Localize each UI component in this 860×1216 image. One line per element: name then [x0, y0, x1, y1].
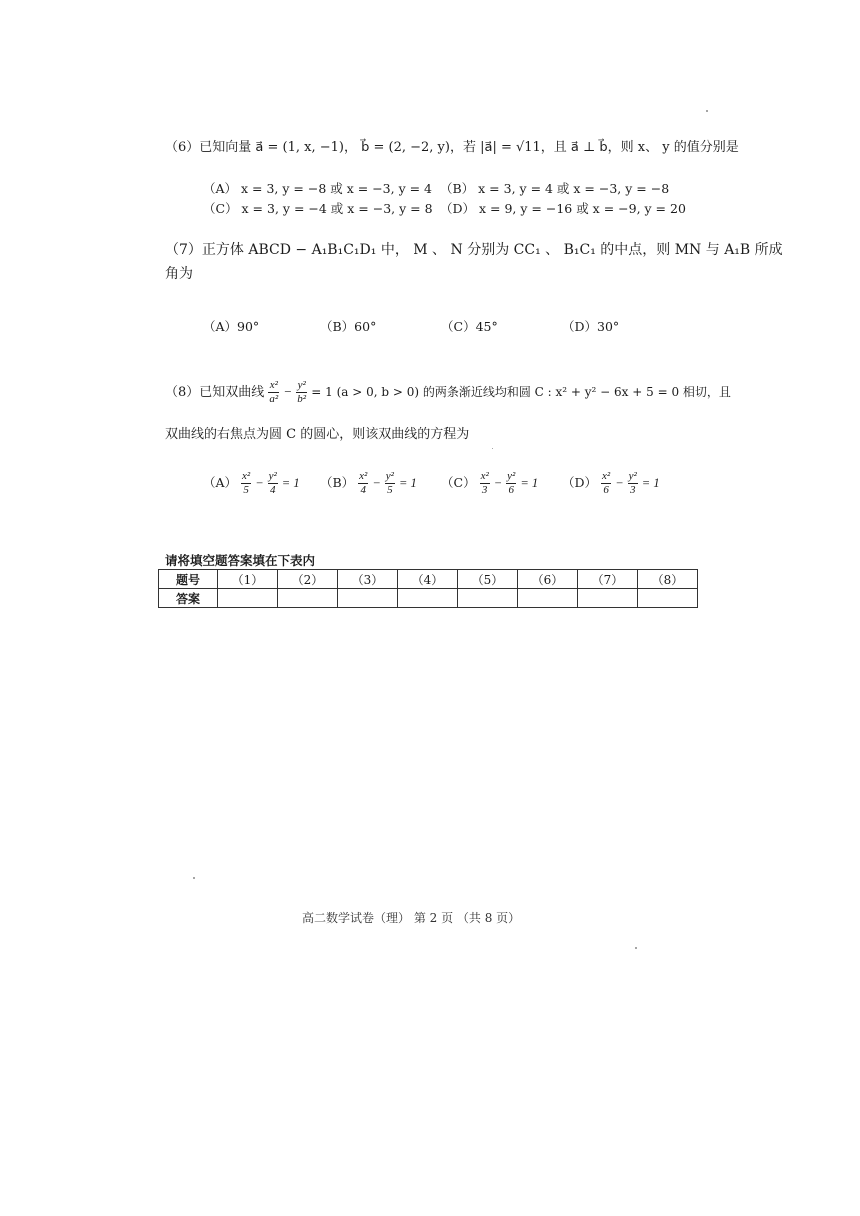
- q8-option-b: （B） $\frac{\text{x²}}{4}$ − $\frac{\text{y²}}{5}$ = 1: [320, 470, 417, 496]
- answer-table-col-8: （8）: [638, 570, 698, 589]
- answer-table-instruction: 请将填空题答案填在下表内: [165, 553, 316, 568]
- q8-option-a: （A） $\frac{\text{x²}}{5}$ − $\frac{\text{y²}}{4}$ = 1: [203, 470, 300, 496]
- q6-option-d: （D） x = 9, y = −16 或 x = −9, y = 20: [440, 201, 686, 216]
- scan-speck: [492, 448, 493, 449]
- q8-condition: = 1 (a > 0, b > 0) 的两条渐近线均和圆 C : x² + y² − 6x + 5 = 0 相切，且: [311, 385, 731, 399]
- answer-cell-8[interactable]: [638, 589, 698, 608]
- answer-table-header-row: [159, 570, 698, 589]
- answer-cell-6[interactable]: [518, 589, 578, 608]
- answer-table-col-7: （7）: [578, 570, 638, 589]
- answer-table-col-4: （4）: [398, 570, 458, 589]
- q8-y-fraction: $\frac{\text{y²}}{\text{b²}}$: [297, 379, 307, 405]
- answer-table-col-5: （5）: [458, 570, 518, 589]
- page-footer: 高二数学试卷（理） 第 2 页 （共 8 页）: [302, 911, 521, 925]
- q6-option-c: （C） x = 3, y = −4 或 x = −3, y = 8: [203, 201, 433, 216]
- answer-table-col-3: （3）: [338, 570, 398, 589]
- answer-table-answer-row: [159, 589, 698, 608]
- q7-option-c: （C）45°: [441, 319, 498, 334]
- q6-option-b: （B） x = 3, y = 4 或 x = −3, y = −8: [440, 181, 670, 196]
- q7-stem-line1: （7）正方体 ABCD − A₁B₁C₁D₁ 中， M 、 N 分别为 CC₁ 、 B₁C₁ 的中点，则 MN 与 A₁B 所成: [165, 242, 783, 258]
- answer-table-row2-label: 答案: [159, 589, 218, 608]
- q8-prefix: （8）已知双曲线: [165, 385, 265, 400]
- scan-speck: [706, 110, 708, 112]
- q6-stem: （6）已知向量 a⃗ = (1, x, −1)， b⃗ = (2, −2, y)，若 |a⃗| = √11，且 a⃗ ⊥ b⃗，则 x、 y 的值分别是: [165, 140, 739, 155]
- q8-stem-line1: （8）已知双曲线 $\frac{\text{x²}}{\text{a²}}$ − $\frac{\text{y²}}{\text{b²}}$ = 1 (a > 0, b > 0) 的两条渐近线均和圆 C : x² + y² − 6x + 5 = 0 相切，且: [165, 379, 731, 405]
- answer-table-row1-label: 题号: [159, 570, 218, 589]
- q7-option-b: （B）60°: [320, 319, 377, 334]
- answer-cell-2[interactable]: [278, 589, 338, 608]
- answer-table-col-6: （6）: [518, 570, 578, 589]
- answer-table-col-2: （2）: [278, 570, 338, 589]
- scan-speck: [635, 947, 637, 949]
- answer-cell-1[interactable]: [218, 589, 278, 608]
- q8-stem-line2: 双曲线的右焦点为圆 C 的圆心，则该双曲线的方程为: [165, 427, 470, 442]
- q8-option-d: （D） $\frac{\text{x²}}{6}$ − $\frac{\text{y²}}{3}$ = 1: [562, 470, 660, 496]
- answer-cell-5[interactable]: [458, 589, 518, 608]
- q8-x-fraction: $\frac{\text{x²}}{\text{a²}}$: [269, 379, 279, 405]
- q8-option-c: （C） $\frac{\text{x²}}{3}$ − $\frac{\text{y²}}{6}$ = 1: [441, 470, 539, 496]
- answer-cell-4[interactable]: [398, 589, 458, 608]
- scan-speck: [193, 877, 195, 879]
- q7-option-d: （D）30°: [562, 319, 620, 334]
- answer-cell-3[interactable]: [338, 589, 398, 608]
- answer-cell-7[interactable]: [578, 589, 638, 608]
- q7-option-a: （A）90°: [203, 319, 260, 334]
- q6-option-a: （A） x = 3, y = −8 或 x = −3, y = 4: [203, 181, 433, 196]
- answer-table-col-1: （1）: [218, 570, 278, 589]
- q7-stem-line2: 角为: [165, 266, 193, 282]
- answer-table: [158, 569, 698, 608]
